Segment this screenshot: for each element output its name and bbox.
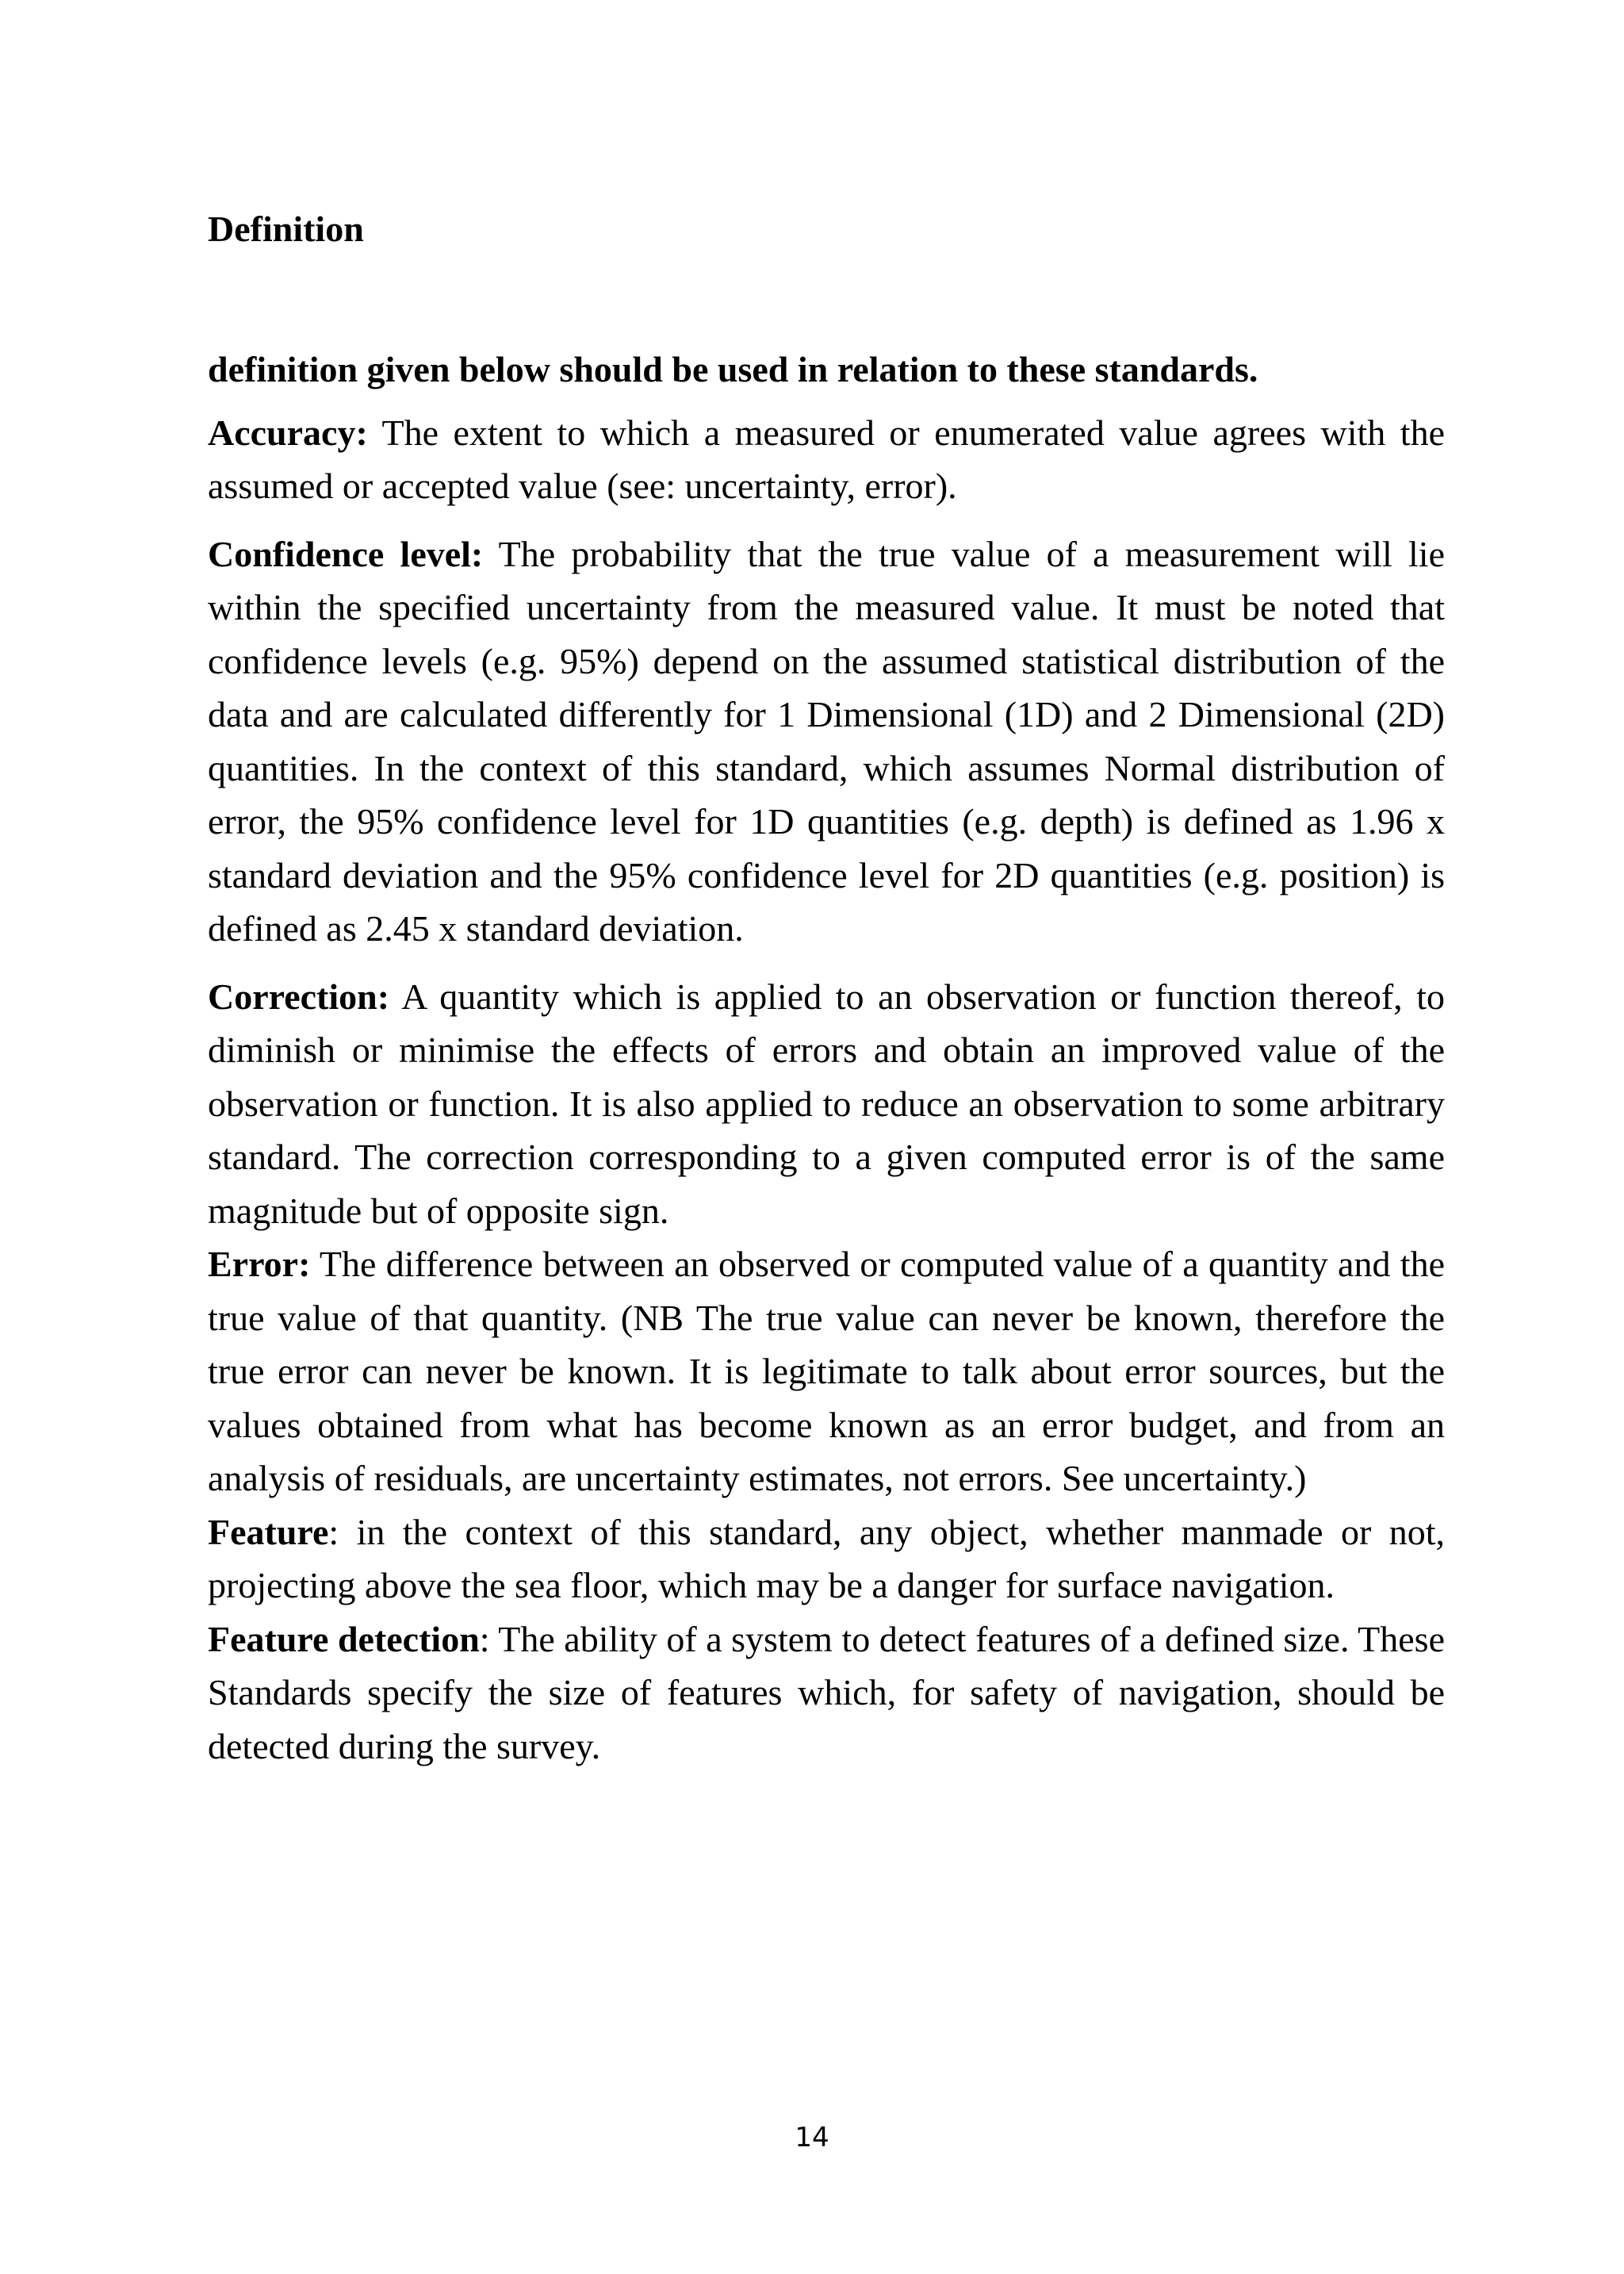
definition-feature bbox=[208, 1505, 1445, 1613]
definition-accuracy bbox=[208, 406, 1445, 513]
intro-sentence: definition given below should be used in relation to these standards. bbox=[208, 349, 1258, 389]
term-accuracy: Accuracy: bbox=[208, 412, 368, 453]
term-feature-detection: Feature detection bbox=[208, 1618, 480, 1659]
definition-text-feature: : in the context of this standard, any object, whether manmade or not, projecting above the sea floor, which may be a danger for surface navigation. bbox=[208, 1511, 1445, 1605]
definition-text-error: The difference between an observed or computed value of a quantity and the true value of that quantity. (NB The true value can never be known, therefore the true error can never be known. It is legitimate to talk about error sources, but the values obtained from what has become known as an error budget, and from an analysis of residuals, are uncertainty estimates, not errors. See uncertainty.) bbox=[208, 1244, 1445, 1498]
definition-text-confidence-level: The probability that the true value of a measurement will lie within the specified uncertainty from the measured value. It must be noted that confidence levels (e.g. 95%) depend on the assumed statistical distribution of the data and are calculated differently for 1 Dimensional (1D) and 2 Dimensional (2D) quantities. In the context of this standard, which assumes Normal distribution of error, the 95% confidence level for 1D quantities (e.g. depth) is defined as 1.96 x standard deviation and the 95% confidence level for 2D quantities (e.g. position) is defined as 2.45 x standard deviation. bbox=[208, 533, 1445, 949]
definition-error bbox=[208, 1237, 1445, 1505]
term-confidence-level: Confidence level: bbox=[208, 533, 484, 574]
term-feature: Feature bbox=[208, 1511, 329, 1552]
definition-text-feature-detection: : The ability of a system to detect features of a defined size. These Standards specify the size of features which, for safety of navigation, should be detected during the survey. bbox=[208, 1618, 1445, 1766]
definition-text-correction: A quantity which is applied to an observation or function thereof, to diminish or minimise the effects of errors and obtain an improved value of the observation or function. It is also applied to reduce an observation to some arbitrary standard. The correction corresponding to a given computed error is of the same magnitude but of opposite sign. bbox=[208, 976, 1445, 1231]
definition-confidence-level bbox=[208, 527, 1445, 956]
term-error: Error: bbox=[208, 1244, 311, 1284]
page-number: 14 bbox=[795, 2122, 829, 2153]
page-heading: Definition bbox=[208, 209, 364, 249]
term-correction: Correction: bbox=[208, 976, 390, 1017]
definition-feature-detection bbox=[208, 1613, 1445, 1774]
definition-correction bbox=[208, 970, 1445, 1238]
definition-text-accuracy: The extent to which a measured or enumerated value agrees with the assumed or accepted value (see: uncertainty, error). bbox=[208, 412, 1445, 506]
definitions-body bbox=[208, 343, 1445, 1773]
